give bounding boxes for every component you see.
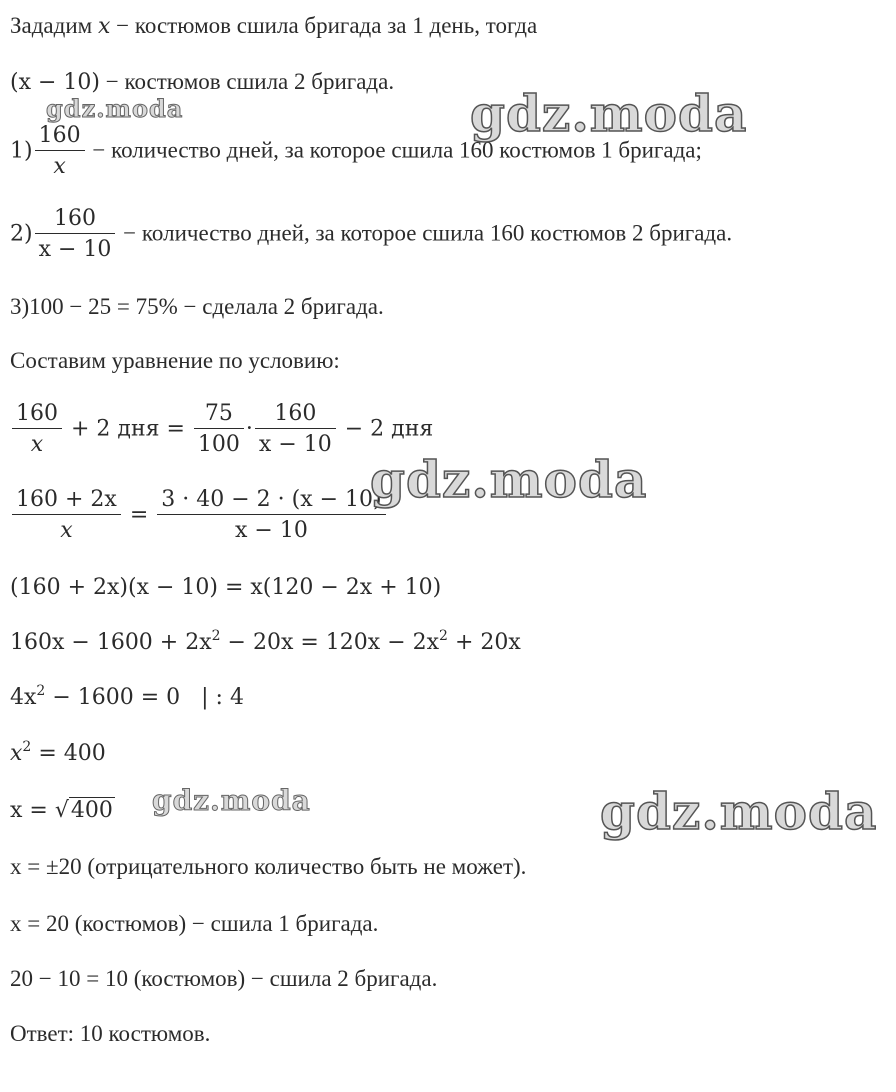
equation-end: − 2 дня: [337, 416, 434, 442]
numerator: 75: [204, 401, 233, 426]
step-label: 2): [10, 221, 33, 247]
numerator: 160 + 2x: [16, 487, 117, 512]
watermark-logo: gdz.moda: [152, 784, 311, 817]
fraction: [255, 400, 336, 459]
square-root: √400: [54, 798, 113, 823]
exponent: 2: [211, 628, 221, 644]
denominator: x: [35, 150, 85, 181]
eq8-text: x = ±20 (отрицательного количество быть не может).: [10, 854, 527, 879]
variable-x: x: [97, 14, 111, 39]
eq4-part: + 20x: [447, 630, 521, 655]
equation-10: 20 − 10 = 10 (костюмов) − сшила 2 бригада.: [10, 966, 438, 991]
watermark-logo: gdz.moda: [600, 782, 878, 841]
equation-2: [10, 486, 388, 545]
equation-setup-text: Составим уравнение по условию:: [10, 348, 340, 373]
step-text: − количество дней, за которое сшила 160 костюмов 1 бригада;: [86, 137, 702, 163]
exponent: 2: [439, 628, 448, 644]
equation-8: [10, 853, 526, 882]
numerator: 160: [16, 401, 58, 426]
multiply-dot: ·: [245, 416, 253, 442]
answer-line: Ответ: 10 костюмов.: [10, 1021, 211, 1046]
numerator: 3 · 40 − 2 · (x − 10): [161, 487, 382, 512]
second-brigade-line: [10, 68, 394, 97]
fraction: [194, 400, 244, 459]
numerator: 160: [274, 401, 317, 426]
denominator: x − 10: [157, 514, 385, 545]
step-2: [10, 205, 732, 264]
equation-6: [10, 740, 106, 768]
intro-text: Зададим: [10, 13, 98, 38]
denominator: 100: [194, 428, 244, 459]
denominator: x: [12, 514, 121, 545]
fraction: [12, 486, 121, 545]
equation-7: [10, 797, 115, 825]
step-3: 3)100 − 25 = 75% − сделала 2 бригада.: [10, 294, 384, 319]
second-brigade-text: − костюмов сшила 2 бригада.: [100, 69, 395, 94]
equation-9: x = 20 (костюмов) − сшила 1 бригада.: [10, 911, 379, 936]
denominator: x − 10: [35, 233, 116, 264]
eq6-part: = 400: [31, 741, 106, 766]
eq5-part: − 1600 = 0 | : 4: [45, 685, 244, 710]
denominator: x: [12, 428, 62, 459]
exponent: 2: [36, 683, 46, 699]
intro-line: [10, 12, 537, 41]
fraction: [12, 400, 62, 459]
step-label: 1): [10, 138, 33, 164]
eq4-part: 160x − 1600 + 2x: [10, 630, 212, 655]
exponent: 2: [22, 739, 32, 755]
radicand: 400: [70, 798, 113, 823]
denominator: x − 10: [255, 428, 336, 459]
fraction: [35, 205, 116, 264]
numerator: 160: [54, 206, 96, 231]
eq5-part: 4x: [10, 685, 37, 710]
equation-5: [10, 684, 244, 712]
watermark-logo: gdz.moda: [46, 94, 184, 123]
eq7-part: x =: [10, 798, 55, 823]
expression: (x − 10): [10, 70, 100, 95]
equation-4: [10, 629, 521, 657]
equals-sign: =: [122, 502, 156, 528]
numerator: 160: [38, 123, 81, 148]
fraction: [157, 486, 385, 545]
watermark-logo: gdz.moda: [370, 450, 648, 509]
equation-3: (160 + 2x)(x − 10) = x(120 − 2x + 10): [10, 575, 442, 600]
watermark-logo: gdz.moda: [470, 84, 748, 143]
intro-text-rest: − костюмов сшила бригада за 1 день, тогда: [110, 13, 538, 38]
fraction: [35, 122, 85, 181]
equation-mid: + 2 дня =: [64, 416, 192, 442]
eq4-part: − 20x = 120x − 2x: [220, 630, 440, 655]
step-text: − количество дней, за которое сшила 160 костюмов 2 бригада.: [117, 220, 733, 246]
eq6-part: x: [10, 741, 23, 766]
